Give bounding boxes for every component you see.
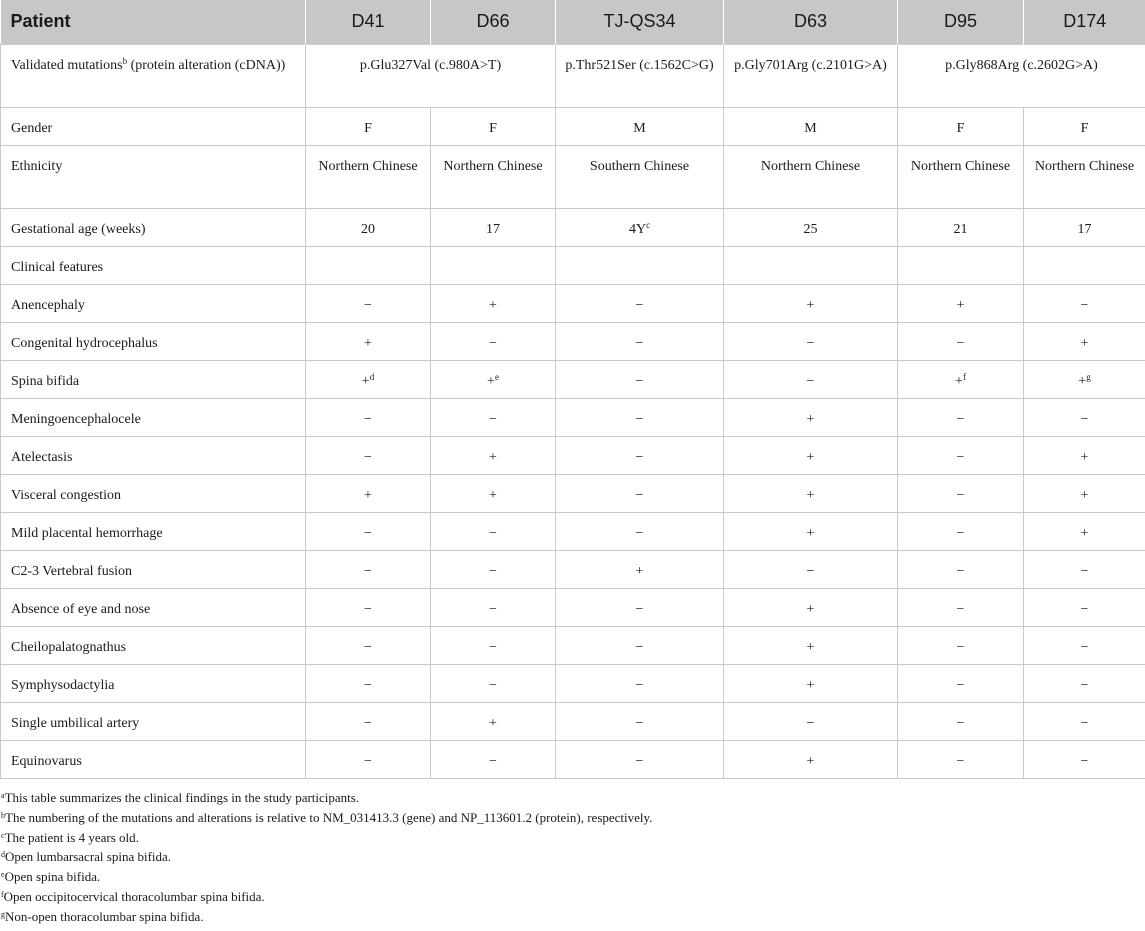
- feature-cell: [306, 398, 431, 436]
- feature-value: +: [487, 373, 495, 389]
- ethnicity-cell: Northern Chinese: [306, 145, 431, 208]
- feature-cell: [556, 512, 724, 550]
- feature-cell: [1024, 284, 1145, 322]
- feature-cell: [724, 322, 898, 360]
- feature-cell: [431, 322, 556, 360]
- footnote: [1, 847, 652, 867]
- mutations-row: [1, 44, 1145, 107]
- feature-cell: [431, 588, 556, 626]
- feature-row: [1, 398, 1145, 436]
- feature-footnote-mark: e: [494, 371, 499, 382]
- feature-cell: [431, 284, 556, 322]
- feature-label: Equinovarus: [1, 740, 306, 778]
- footnote: [1, 828, 652, 848]
- feature-value: −: [956, 715, 965, 731]
- feature-cell: [556, 702, 724, 740]
- feature-cell: [556, 398, 724, 436]
- feature-cell: [556, 474, 724, 512]
- feature-value: +: [806, 449, 815, 465]
- feature-value: +: [364, 335, 372, 351]
- gender-cell: M: [556, 107, 724, 145]
- feature-row: [1, 664, 1145, 702]
- feature-cell: [556, 588, 724, 626]
- feature-value: +: [489, 297, 497, 313]
- feature-cell: [898, 436, 1024, 474]
- feature-value: −: [489, 563, 497, 579]
- feature-label: Spina bifida: [1, 360, 306, 398]
- feature-cell: [724, 550, 898, 588]
- feature-footnote-mark: g: [1086, 371, 1091, 382]
- feature-value: +: [806, 487, 815, 503]
- feature-value: −: [489, 677, 497, 693]
- gender-cell: F: [1024, 107, 1145, 145]
- feature-row: [1, 626, 1145, 664]
- mutations-label-text: Validated mutations: [11, 57, 123, 73]
- feature-value: −: [635, 753, 644, 769]
- feature-value: +: [956, 297, 965, 313]
- feature-cell: [1024, 322, 1145, 360]
- feature-value: −: [364, 601, 372, 617]
- feature-value: −: [1080, 715, 1089, 731]
- feature-cell: [431, 512, 556, 550]
- feature-value: −: [635, 715, 644, 731]
- gender-label: Gender: [1, 107, 306, 145]
- feature-value: −: [489, 335, 497, 351]
- feature-row: [1, 512, 1145, 550]
- footnote-mark: g: [1, 909, 5, 919]
- feature-cell: [556, 626, 724, 664]
- feature-value: +: [364, 487, 372, 503]
- gestational-value: 21: [953, 221, 968, 237]
- footnote-mark: f: [1, 889, 4, 899]
- feature-cell: [898, 284, 1024, 322]
- feature-value: −: [364, 753, 372, 769]
- feature-value: +: [806, 677, 815, 693]
- feature-value: −: [635, 373, 644, 389]
- gender-row: [1, 107, 1145, 145]
- feature-label: Cheilopalatognathus: [1, 626, 306, 664]
- footnote-text: Open lumbarsacral spina bifida.: [5, 849, 172, 865]
- feature-label: Absence of eye and nose: [1, 588, 306, 626]
- feature-cell: [306, 702, 431, 740]
- feature-label: Congenital hydrocephalus: [1, 322, 306, 360]
- feature-value: +: [955, 373, 963, 389]
- feature-row: [1, 702, 1145, 740]
- feature-label: Meningoencephalocele: [1, 398, 306, 436]
- ethnicity-cell: Northern Chinese: [724, 145, 898, 208]
- feature-cell: [306, 626, 431, 664]
- footnote: [1, 887, 652, 907]
- feature-cell: [1024, 588, 1145, 626]
- feature-cell: [306, 284, 431, 322]
- feature-cell: [724, 626, 898, 664]
- feature-cell: [431, 740, 556, 778]
- feature-footnote-mark: d: [369, 371, 375, 382]
- feature-label: C2-3 Vertebral fusion: [1, 550, 306, 588]
- feature-cell: [1024, 512, 1145, 550]
- feature-value: −: [956, 639, 965, 655]
- gestational-cell: [431, 208, 556, 246]
- feature-value: +: [1080, 449, 1089, 465]
- header-d95: D95: [898, 0, 1024, 44]
- feature-value: −: [364, 411, 372, 427]
- gestational-cell: [1024, 208, 1145, 246]
- header-d41: D41: [306, 0, 431, 44]
- feature-value: −: [635, 601, 644, 617]
- feature-value: −: [635, 525, 644, 541]
- mutations-label-sup: b: [122, 55, 128, 66]
- feature-cell: [898, 626, 1024, 664]
- feature-value: +: [489, 487, 497, 503]
- feature-cell: [898, 322, 1024, 360]
- gender-cell: F: [431, 107, 556, 145]
- feature-cell: [556, 284, 724, 322]
- ethnicity-cell: Northern Chinese: [1024, 145, 1145, 208]
- feature-value: −: [806, 563, 815, 579]
- header-d63: D63: [724, 0, 898, 44]
- feature-cell: [1024, 360, 1145, 398]
- feature-cell: [898, 740, 1024, 778]
- feature-cell: [724, 360, 898, 398]
- feature-value: −: [364, 563, 372, 579]
- footnote: [1, 867, 652, 887]
- feature-value: −: [364, 297, 372, 313]
- feature-cell: [1024, 664, 1145, 702]
- feature-row: [1, 550, 1145, 588]
- feature-value: −: [956, 335, 965, 351]
- feature-cell: [306, 740, 431, 778]
- feature-row: [1, 474, 1145, 512]
- feature-value: +: [489, 715, 497, 731]
- gender-cell: F: [306, 107, 431, 145]
- footnote-mark: d: [1, 850, 5, 860]
- feature-cell: [556, 436, 724, 474]
- feature-row: [1, 360, 1145, 398]
- table-header-row: [1, 0, 1145, 44]
- feature-value: −: [956, 677, 965, 693]
- feature-cell: [431, 436, 556, 474]
- feature-value: −: [489, 601, 497, 617]
- footnote-text: The numbering of the mutations and alterations is relative to NM_031413.3 (gene) and NP_113601.2 (protein), respectively.: [5, 809, 653, 825]
- gestational-cell: [724, 208, 898, 246]
- gestational-cell: [898, 208, 1024, 246]
- mutation-d63: p.Gly701Arg (c.2101G>A): [724, 44, 898, 107]
- feature-cell: [306, 550, 431, 588]
- feature-value: −: [956, 601, 965, 617]
- gender-cell: M: [724, 107, 898, 145]
- feature-value: −: [635, 639, 644, 655]
- feature-cell: [556, 740, 724, 778]
- header-tj-qs34: TJ-QS34: [556, 0, 724, 44]
- ethnicity-cell: Southern Chinese: [556, 145, 724, 208]
- feature-cell: [724, 740, 898, 778]
- footnote-text: Non-open thoracolumbar spina bifida.: [5, 908, 204, 924]
- mutation-tj-qs34: p.Thr521Ser (c.1562C>G): [556, 44, 724, 107]
- gestational-value: 20: [361, 221, 375, 237]
- footnote-text: The patient is 4 years old.: [4, 829, 139, 845]
- feature-value: +: [1080, 525, 1089, 541]
- ethnicity-label: Ethnicity: [1, 145, 306, 208]
- feature-cell: [306, 512, 431, 550]
- header-patient: Patient: [1, 0, 306, 44]
- feature-value: +: [806, 411, 815, 427]
- feature-value: −: [635, 411, 644, 427]
- feature-cell: [431, 664, 556, 702]
- feature-value: +: [806, 525, 815, 541]
- feature-value: −: [364, 449, 372, 465]
- feature-cell: [1024, 626, 1145, 664]
- feature-cell: [306, 436, 431, 474]
- gender-cell: F: [898, 107, 1024, 145]
- feature-cell: [306, 664, 431, 702]
- feature-cell: [1024, 740, 1145, 778]
- feature-cell: [1024, 550, 1145, 588]
- feature-value: −: [635, 335, 644, 351]
- feature-value: −: [806, 715, 815, 731]
- feature-cell: [431, 702, 556, 740]
- footnote-mark: b: [1, 810, 5, 820]
- feature-footnote-mark: f: [962, 371, 966, 382]
- ethnicity-row: [1, 145, 1145, 208]
- feature-value: −: [635, 487, 644, 503]
- feature-label: Anencephaly: [1, 284, 306, 322]
- footnote: [1, 907, 652, 927]
- ethnicity-cell: Northern Chinese: [898, 145, 1024, 208]
- feature-cell: [556, 550, 724, 588]
- feature-row: [1, 284, 1145, 322]
- feature-value: −: [635, 677, 644, 693]
- gestational-value: 25: [803, 221, 818, 237]
- feature-value: −: [489, 753, 497, 769]
- feature-cell: [431, 550, 556, 588]
- gestational-value: 4Y: [628, 221, 647, 237]
- feature-cell: [898, 360, 1024, 398]
- feature-row: [1, 588, 1145, 626]
- feature-row: [1, 322, 1145, 360]
- feature-cell: [898, 474, 1024, 512]
- footnote-text: This table summarizes the clinical findings in the study participants.: [4, 790, 360, 805]
- feature-value: +: [635, 563, 644, 579]
- feature-value: −: [1080, 411, 1089, 427]
- feature-cell: [431, 626, 556, 664]
- feature-value: −: [956, 411, 965, 427]
- feature-value: −: [489, 525, 497, 541]
- feature-cell: [898, 512, 1024, 550]
- gestational-row: [1, 208, 1145, 246]
- feature-label: Visceral congestion: [1, 474, 306, 512]
- feature-value: −: [806, 373, 815, 389]
- feature-cell: [556, 664, 724, 702]
- mutations-label-rest: (protein alteration (cDNA)): [127, 57, 286, 73]
- feature-cell: [898, 398, 1024, 436]
- feature-cell: [1024, 474, 1145, 512]
- footnote: [1, 788, 652, 808]
- ethnicity-cell: Northern Chinese: [431, 145, 556, 208]
- feature-cell: [724, 512, 898, 550]
- feature-cell: [898, 550, 1024, 588]
- gestational-cell: [556, 208, 724, 246]
- feature-label: Single umbilical artery: [1, 702, 306, 740]
- feature-cell: [724, 664, 898, 702]
- feature-value: −: [489, 639, 497, 655]
- feature-value: +: [1080, 335, 1089, 351]
- feature-cell: [306, 474, 431, 512]
- feature-value: −: [956, 449, 965, 465]
- gestational-value: 17: [486, 221, 500, 237]
- feature-value: −: [956, 563, 965, 579]
- clinical-features-row: [1, 246, 1145, 284]
- feature-cell: [556, 322, 724, 360]
- feature-row: [1, 740, 1145, 778]
- feature-value: −: [1080, 753, 1089, 769]
- feature-value: −: [635, 297, 644, 313]
- footnote-mark: e: [1, 870, 5, 880]
- footnote: [1, 808, 652, 828]
- feature-value: −: [489, 411, 497, 427]
- feature-value: +: [361, 373, 370, 389]
- mutation-d41-d66: p.Glu327Val (c.980A>T): [306, 44, 556, 107]
- feature-value: +: [806, 297, 815, 313]
- mutation-d95-d174: p.Gly868Arg (c.2602G>A): [898, 44, 1145, 107]
- feature-cell: [898, 664, 1024, 702]
- header-d174: D174: [1063, 11, 1107, 32]
- feature-cell: [724, 702, 898, 740]
- feature-value: +: [1080, 487, 1089, 503]
- feature-value: +: [806, 601, 815, 617]
- feature-cell: [724, 588, 898, 626]
- feature-cell: [431, 474, 556, 512]
- gestational-value: 17: [1077, 221, 1092, 237]
- gestational-label: Gestational age (weeks): [1, 208, 306, 246]
- header-d66: D66: [431, 0, 556, 44]
- feature-value: −: [956, 487, 965, 503]
- feature-value: −: [364, 639, 372, 655]
- feature-label: Atelectasis: [1, 436, 306, 474]
- footnote-mark: c: [1, 830, 5, 840]
- mutations-label: [1, 44, 306, 107]
- feature-value: −: [1080, 677, 1089, 693]
- feature-cell: [724, 474, 898, 512]
- feature-value: +: [806, 753, 815, 769]
- feature-value: −: [956, 525, 965, 541]
- feature-value: −: [364, 715, 372, 731]
- feature-label: Symphysodactylia: [1, 664, 306, 702]
- feature-value: −: [635, 449, 644, 465]
- feature-cell: [898, 702, 1024, 740]
- feature-cell: [1024, 436, 1145, 474]
- gestational-cell: [306, 208, 431, 246]
- footnotes: [1, 788, 652, 927]
- feature-cell: [431, 360, 556, 398]
- feature-value: −: [806, 335, 815, 351]
- feature-value: −: [1080, 563, 1089, 579]
- feature-cell: [1024, 702, 1145, 740]
- feature-cell: [724, 284, 898, 322]
- feature-cell: [898, 588, 1024, 626]
- feature-cell: [306, 360, 431, 398]
- feature-cell: [556, 360, 724, 398]
- feature-row: [1, 436, 1145, 474]
- footnote-text: Open spina bifida.: [4, 869, 101, 885]
- feature-cell: [306, 322, 431, 360]
- footnote-mark: a: [1, 791, 5, 800]
- feature-value: +: [806, 639, 815, 655]
- feature-value: −: [956, 753, 965, 769]
- feature-value: −: [1080, 297, 1089, 313]
- feature-value: +: [489, 449, 497, 465]
- feature-label: Mild placental hemorrhage: [1, 512, 306, 550]
- gestational-sup: c: [646, 219, 651, 230]
- feature-value: −: [1080, 601, 1089, 617]
- feature-value: −: [364, 677, 372, 693]
- feature-cell: [1024, 398, 1145, 436]
- feature-value: −: [1080, 639, 1089, 655]
- clinical-features-label: Clinical features: [1, 246, 306, 284]
- footnote-text: Open occipitocervical thoracolumbar spina bifida.: [3, 888, 265, 904]
- feature-value: −: [364, 525, 372, 541]
- feature-cell: [431, 398, 556, 436]
- feature-value: +: [1078, 373, 1087, 389]
- feature-cell: [724, 398, 898, 436]
- feature-cell: [724, 436, 898, 474]
- feature-cell: [306, 588, 431, 626]
